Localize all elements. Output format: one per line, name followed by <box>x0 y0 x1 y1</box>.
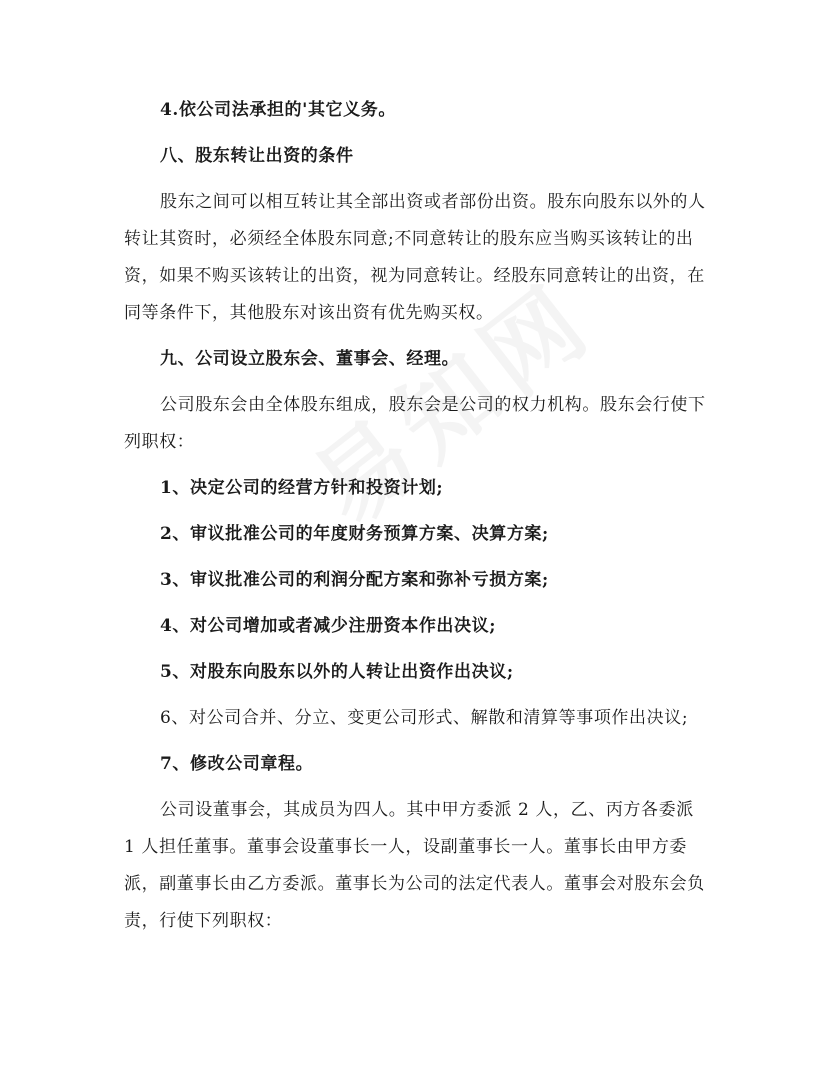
paragraph-transfer-conditions: 股东之间可以相互转让其全部出资或者部份出资。股东向股东以外的人转让其资时，必须经全体股东同意;不同意转让的股东应当购买该转让的出资，如果不购买该转让的出资，视为同意转让。经股东同意转让的出资，在同等条件下，其他股东对该出资有优先购买权。 <box>124 192 706 323</box>
section-heading-9: 九、公司设立股东会、董事会、经理。 <box>160 349 460 369</box>
document-body <box>124 92 710 949</box>
list-item-power-4: 4、对公司增加或者减少注册资本作出决议; <box>160 616 497 636</box>
paragraph-board-of-directors: 公司设董事会，其成员为四人。其中甲方委派 2 人，乙、丙方各委派 1 人担任董事。董事会设董事长一人，设副董事长一人。董事长由甲方委派，副董事长由乙方委派。董事长为公司的法定代表人。董事会对股东会负责，行使下列职权： <box>124 800 705 931</box>
list-item-power-2: 2、审议批准公司的年度财务预算方案、决算方案; <box>160 524 549 544</box>
list-item-power-5: 5、对股东向股东以外的人转让出资作出决议; <box>160 662 514 682</box>
list-item-power-1: 1、决定公司的经营方针和投资计划; <box>160 478 444 498</box>
paragraph-shareholders-meeting: 公司股东会由全体股东组成，股东会是公司的权力机构。股东会行使下列职权： <box>124 395 706 452</box>
list-item-power-3: 3、审议批准公司的利润分配方案和弥补亏损方案; <box>160 570 549 590</box>
list-item-power-6: 6、对公司合并、分立、变更公司形式、解散和清算等事项作出决议; <box>160 708 689 728</box>
paragraph-obligation-4: 4.依公司法承担的'其它义务。 <box>160 100 396 120</box>
list-item-power-7: 7、修改公司章程。 <box>160 754 314 774</box>
section-heading-8: 八、股东转让出资的条件 <box>160 146 354 166</box>
